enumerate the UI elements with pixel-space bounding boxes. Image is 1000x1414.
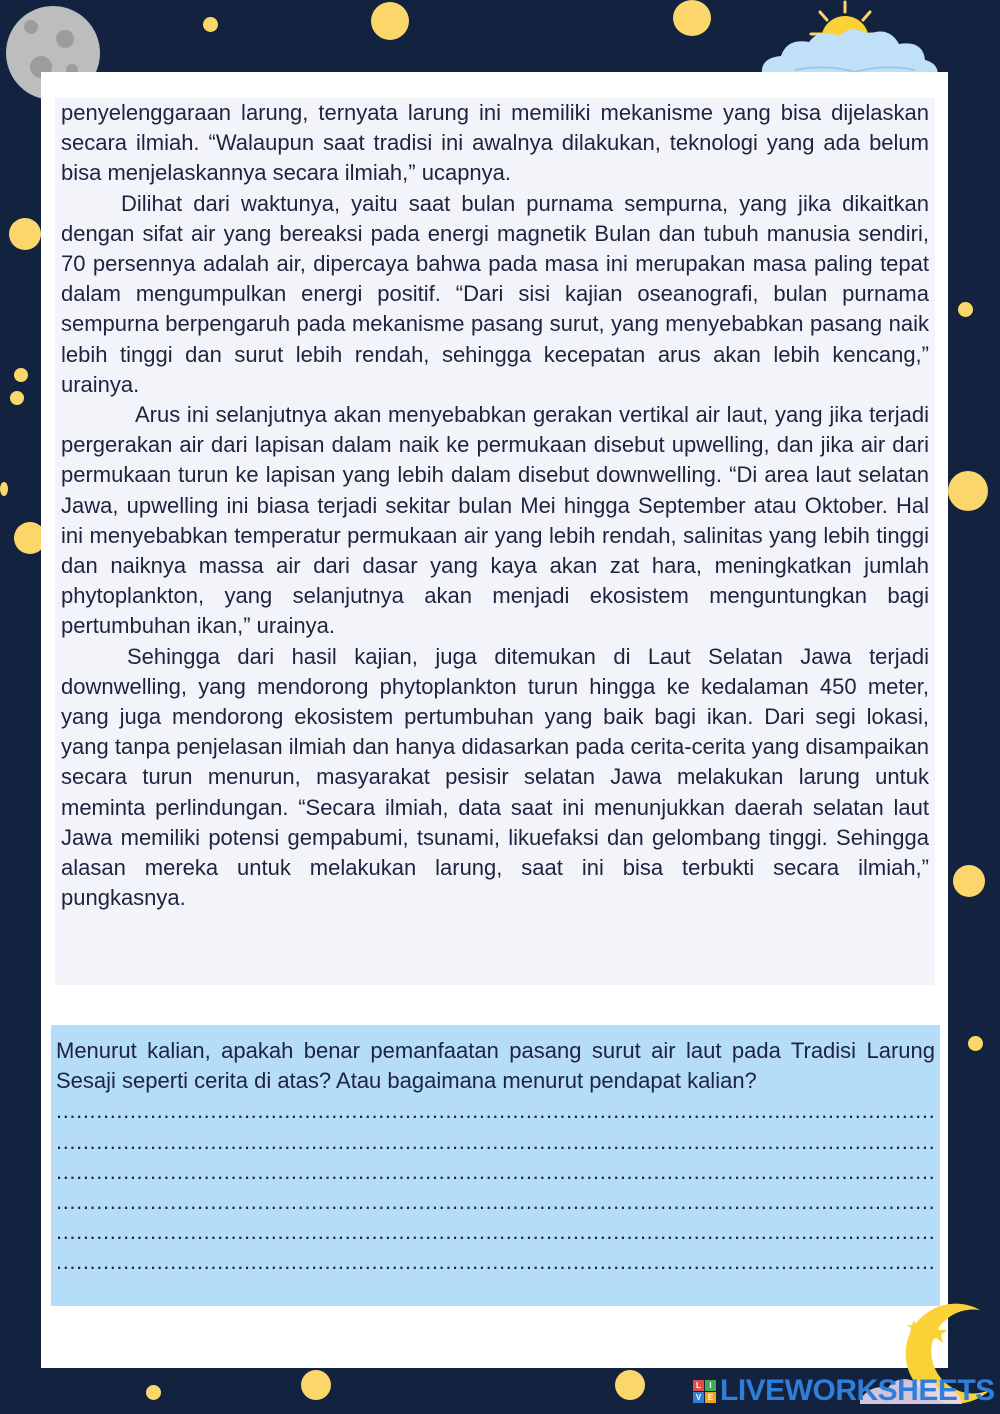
answer-line[interactable] [56, 1217, 935, 1247]
star-dot [371, 2, 409, 40]
article-paragraph: penyelenggaraan larung, ternyata larung ini memiliki mekanisme yang bisa dijelaskan secara ilmiah. “Walaupun saat tradisi ini awalnya dilakukan, teknologi yang ada belum bisa menjelaskannya secara ilmiah,” ucapnya. [61, 100, 929, 186]
answer-line[interactable] [56, 1127, 935, 1157]
star-dot [958, 302, 973, 317]
star-dot [673, 0, 711, 36]
logo-text: LIVEWORKSHEETS [720, 1374, 995, 1407]
star-dot [948, 471, 988, 511]
star-dot [968, 1036, 983, 1051]
article-text-box [55, 98, 935, 985]
question-prompt: Menurut kalian, apakah benar pemanfaatan pasang surut air laut pada Tradisi Larung Sesaji seperti cerita di atas? Atau bagaimana menurut pendapat kalian? [56, 1038, 935, 1094]
answer-line[interactable] [56, 1187, 935, 1217]
star-dot [10, 391, 24, 405]
star-dot [615, 1370, 645, 1400]
article-paragraph: Sehingga dari hasil kajian, juga ditemukan di Laut Selatan Jawa terjadi downwelling, yang mendorong phytoplankton turun hingga ke kedalaman 450 meter, yang juga mendorong ekosistem pertumbuhan yang baik bagi ikan. Dari segi lokasi, yang tanpa penjelasan ilmiah dan hanya didasarkan pada cerita-cerita yang disampaikan secara turun menurun, masyarakat pesisir selatan Jawa melakukan larung untuk meminta perlindungan. “Secara ilmiah, data saat ini menunjukkan daerah selatan laut Jawa memiliki potensi gempabumi, tsunami, likuefaksi dan gelombang tinggi. Sehingga alasan mereka untuk melakukan larung, saat ini bisa terbukti secara ilmiah,” pungkasnya. [61, 643, 929, 911]
article-paragraph: Arus ini selanjutnya akan menyebabkan gerakan vertikal air laut, yang jika terjadi pergerakan air dari lapisan dalam naik ke permukaan disebut upwelling, dan jika air dari permukaan turun ke lapisan yang lebih dalam disebut downwelling. “Di area laut selatan Jawa, upwelling ini biasa terjadi sekitar bulan Mei hingga September atau Oktober. Hal ini menyebabkan temperatur permukaan air yang lebih rendah, salinitas yang lebih tinggi dan naiknya massa air dari dasar yang kaya akan zat hara, meningkatkan jumlah phytoplankton, yang selanjutnya akan menjadi ekosistem menguntungkan bagi pertumbuhan ikan,” urainya. [61, 402, 929, 639]
liveworksheets-logo [693, 1374, 995, 1408]
star-dot [301, 1370, 331, 1400]
answer-line[interactable] [56, 1096, 935, 1126]
star-dot [0, 482, 8, 496]
star-dot [14, 368, 28, 382]
star-dot [9, 218, 41, 250]
answer-line[interactable] [56, 1247, 935, 1277]
star-dot [953, 865, 985, 897]
logo-icon: L I V E [693, 1380, 716, 1403]
star-dot [203, 17, 218, 32]
answer-line[interactable] [56, 1157, 935, 1187]
question-box [51, 1025, 940, 1306]
answer-field[interactable] [56, 1096, 935, 1277]
star-dot [146, 1385, 161, 1400]
article-paragraph: Dilihat dari waktunya, yaitu saat bulan purnama sempurna, yang jika dikaitkan dengan sifat air yang bereaksi pada energi magnetik Bulan dan tubuh manusia sendiri, 70 persennya adalah air, dipercaya bahwa pada masa ini merupakan masa paling tepat dalam mengumpulkan energi positif. “Dari sisi kajian oseanografi, bulan purnama sempurna berpengaruh pada mekanisme pasang surut, yang menyebabkan pasang naik lebih tinggi dan surut lebih rendah, sehingga kecepatan arus akan lebih kencang,” urainya. [61, 190, 929, 397]
